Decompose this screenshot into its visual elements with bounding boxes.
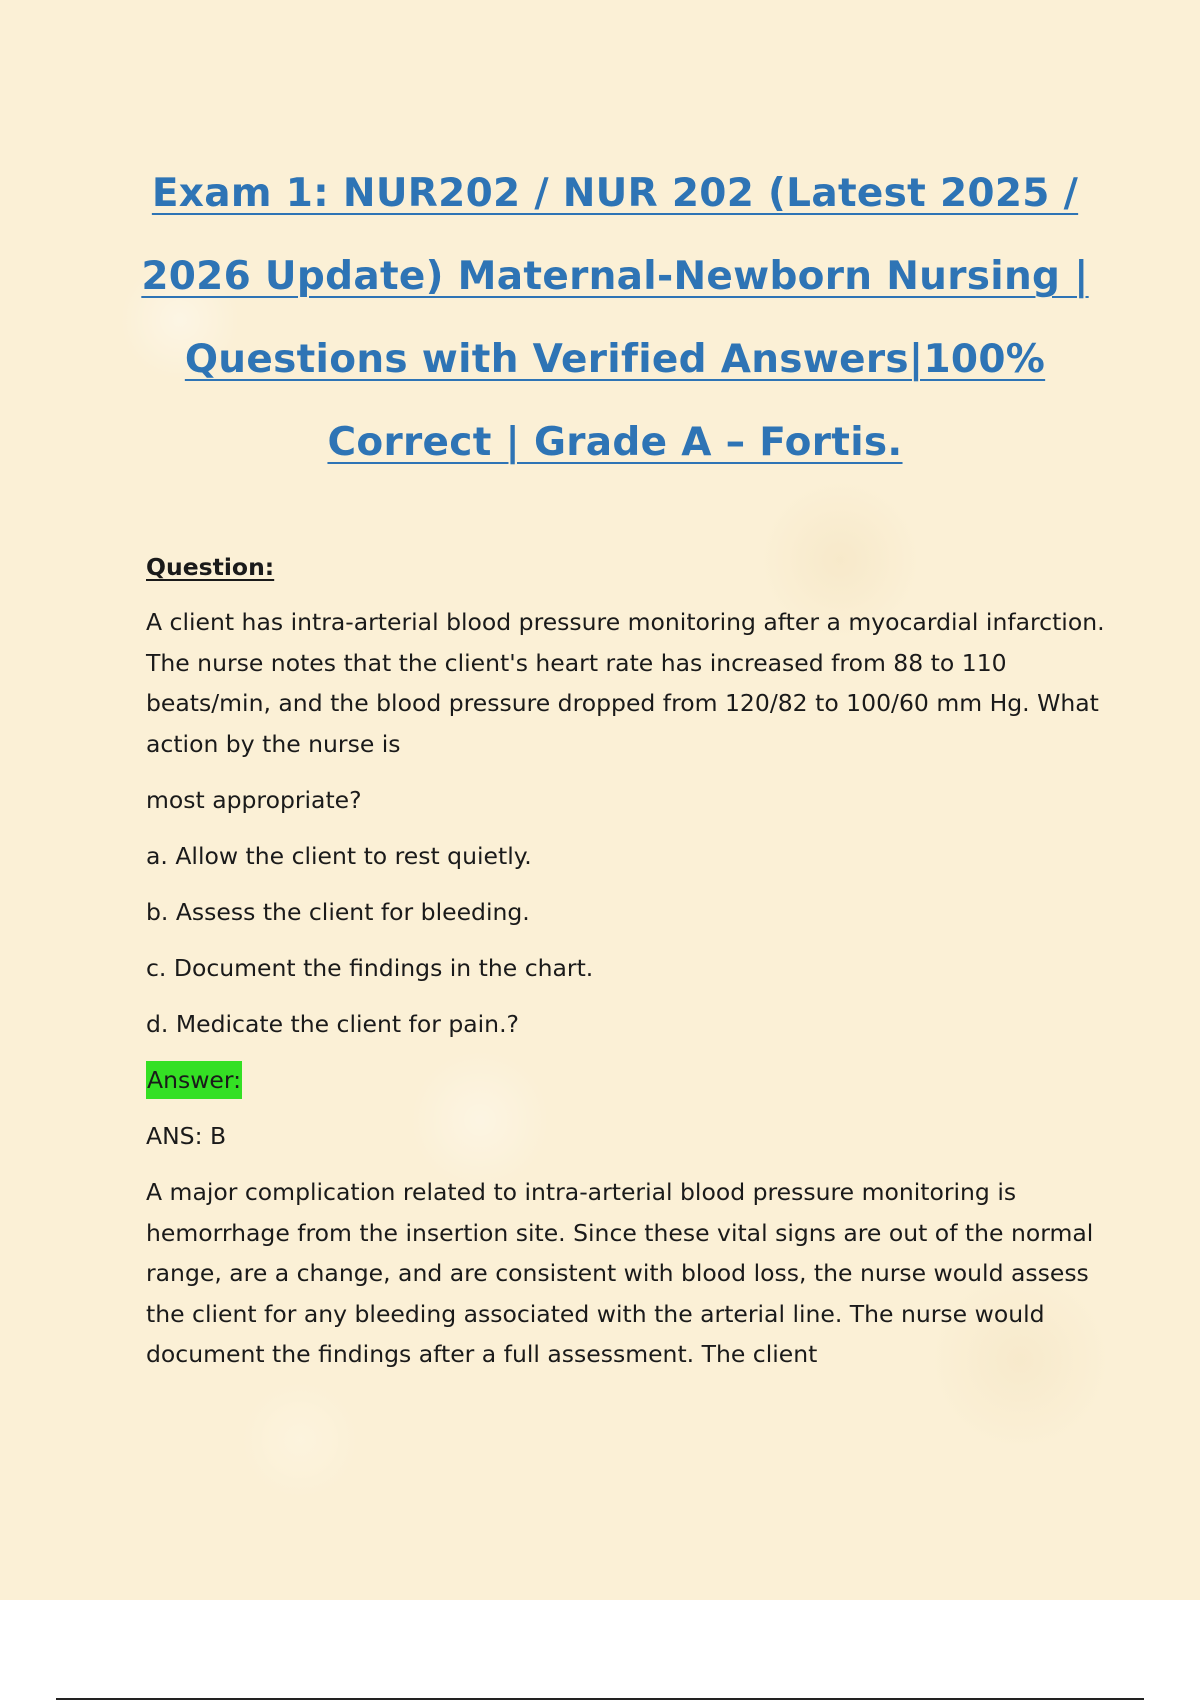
answer-label: Answer: bbox=[146, 1061, 242, 1099]
title-line-2: 2026 Update) Maternal-Newborn Nursing | bbox=[141, 254, 1089, 299]
question-stem-end: most appropriate? bbox=[146, 786, 362, 814]
question-stem: A client has intra-arterial blood pressure monitoring after a myocardial infarction. The nurse notes that the client's heart rate has increased from 88 to 110 beats/min, and the blood pressure dropped from 120/82 to 100/60 mm Hg. What action by the nurse is bbox=[146, 608, 1105, 758]
title-line-1: Exam 1: NUR202 / NUR 202 (Latest 2025 / bbox=[151, 171, 1079, 216]
document-title bbox=[140, 152, 1090, 484]
option-a: a. Allow the client to rest quietly. bbox=[146, 842, 532, 870]
question-heading: Question: bbox=[146, 553, 275, 581]
title-line-4: Correct | Grade A – Fortis. bbox=[327, 420, 903, 465]
option-c: c. Document the findings in the chart. bbox=[146, 954, 594, 982]
answer-label-row bbox=[146, 1060, 1106, 1100]
answer-key: ANS: B bbox=[146, 1122, 227, 1150]
option-b: b. Assess the client for bleeding. bbox=[146, 898, 530, 926]
title-line-3: Questions with Verified Answers|100% bbox=[184, 337, 1046, 382]
question-block bbox=[146, 550, 1106, 1375]
answer-rationale: A major complication related to intra-arterial blood pressure monitoring is hemorrhage from the insertion site. Since these vital signs are out of the normal range, are a change, and are consistent with blood loss, the nurse would assess the client for any bleeding associated with the arterial line. The nurse would document the findings after a full assessment. The client bbox=[146, 1178, 1094, 1368]
option-d: d. Medicate the client for pain.? bbox=[146, 1010, 520, 1038]
